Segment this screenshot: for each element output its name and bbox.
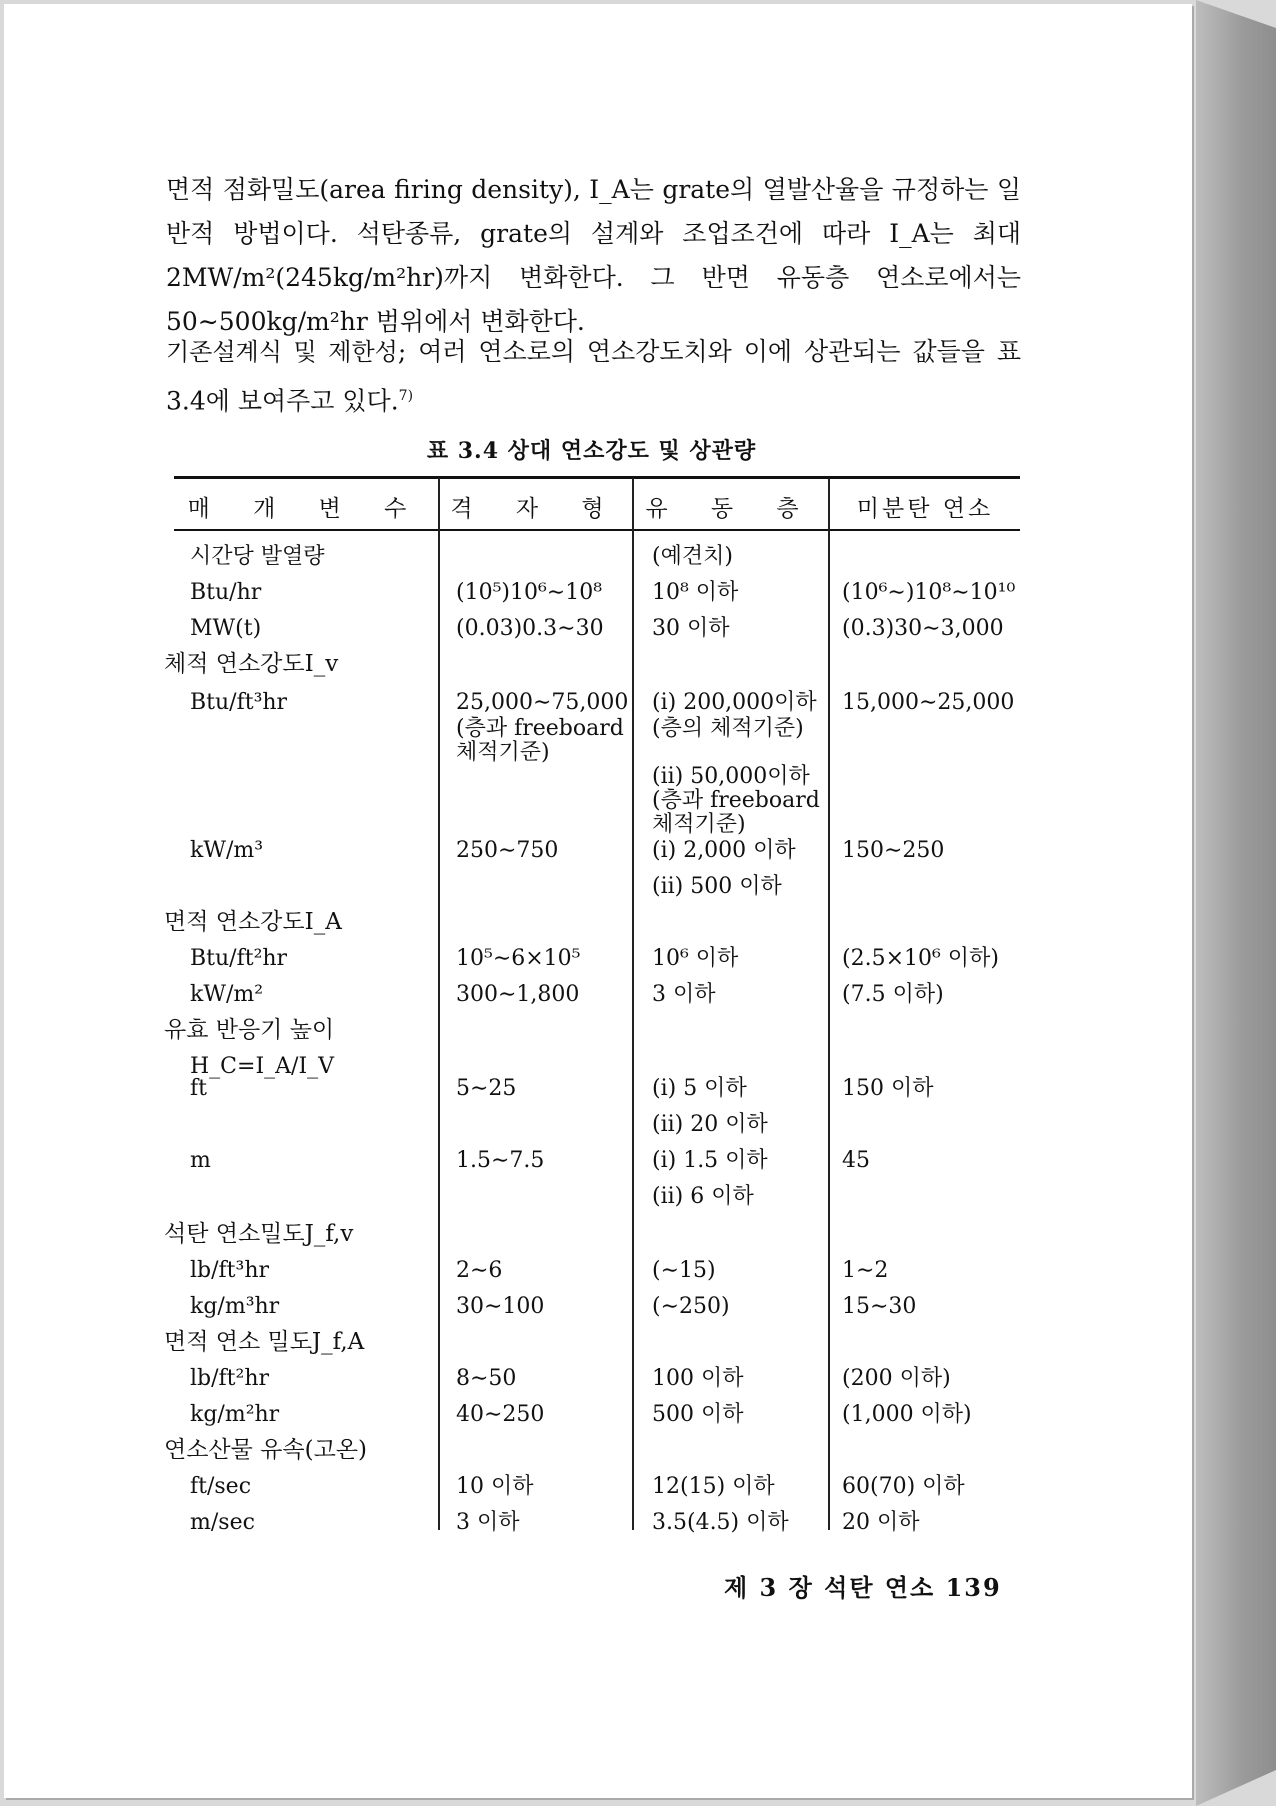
table-caption: 표 3.4 상대 연소강도 및 상관량 bbox=[426, 438, 757, 464]
cell-fluidized-bed: (i) 1.5 이하 bbox=[652, 1148, 768, 1173]
row-category: 연소산물 유속(고온) bbox=[164, 1437, 368, 1463]
cell-fluidized-bed: (ii) 500 이하 bbox=[652, 874, 782, 899]
cell-grate: (0.03)0.3∼30 bbox=[456, 616, 604, 641]
paragraph-heading: 기존설계식 및 제한성 bbox=[166, 338, 398, 366]
cell-fluidized-bed: 12(15) 이하 bbox=[652, 1474, 775, 1499]
cell-grate: 30∼100 bbox=[456, 1294, 545, 1319]
cell-grate: 1.5∼7.5 bbox=[456, 1148, 545, 1173]
page-footer: 제 3 장 석탄 연소 139 bbox=[724, 1573, 1002, 1602]
cell-fluidized-bed: (ii) 50,000이하 bbox=[652, 764, 810, 789]
cell-grate: 10 이하 bbox=[456, 1474, 534, 1499]
header-pulverized-coal: 미분탄 연소 bbox=[856, 496, 994, 522]
cell-fluidized-bed: (i) 200,000이하 bbox=[652, 690, 817, 715]
cell-grate: 250∼750 bbox=[456, 838, 559, 863]
row-category: 유효 반응기 높이 bbox=[164, 1017, 335, 1043]
intro-paragraph: 면적 점화밀도(area firing density), I_A는 grate의 열발산율을 규정하는 일반적 방법이다. 석탄종류, grate의 설계와 조업조건에 따라 I_A는 최대 2MW/m²(245kg/m²hr)까지 변화한다. 그 반면 유동층 연소로에서는 50∼500kg/m²hr 범위에서 변화한다. bbox=[166, 175, 1021, 336]
row-parameter: lb/ft²hr bbox=[190, 1366, 270, 1391]
cell-grate: 10⁵∼6×10⁵ bbox=[456, 946, 581, 971]
cell-pulverized-coal: 20 이하 bbox=[842, 1510, 920, 1535]
row-category: 면적 연소강도I_A bbox=[164, 909, 342, 935]
cell-fluidized-bed: 30 이하 bbox=[652, 616, 730, 641]
cell-pulverized-coal: 150 이하 bbox=[842, 1076, 934, 1101]
cell-fluidized-bed: (층과 freeboard bbox=[652, 788, 820, 813]
cell-grate: 8∼50 bbox=[456, 1366, 517, 1391]
cell-pulverized-coal: (2.5×10⁶ 이하) bbox=[842, 946, 999, 971]
cell-fluidized-bed: (i) 2,000 이하 bbox=[652, 838, 796, 863]
row-parameter: m/sec bbox=[190, 1510, 255, 1535]
row-parameter: kg/m²hr bbox=[190, 1402, 280, 1427]
cell-fluidized-bed: (ii) 6 이하 bbox=[652, 1184, 754, 1209]
header-fluidized-bed: 유 동 층 bbox=[645, 496, 817, 522]
cell-fluidized-bed: 체적기준) bbox=[652, 812, 746, 837]
column-divider bbox=[632, 478, 634, 1530]
row-parameter: Btu/hr bbox=[190, 580, 262, 605]
row-parameter: 시간당 발열량 bbox=[190, 544, 325, 569]
table-top-rule bbox=[174, 476, 1020, 479]
cell-grate: (층과 freeboard bbox=[456, 716, 624, 741]
cell-pulverized-coal: 1∼2 bbox=[842, 1258, 889, 1283]
row-parameter: ft/sec bbox=[190, 1474, 252, 1499]
cell-fluidized-bed: 10⁸ 이하 bbox=[652, 580, 739, 605]
cell-fluidized-bed: (∼15) bbox=[652, 1258, 716, 1283]
paragraph-body: ; 여러 연소로의 연소강도치와 이에 상관되는 값들을 표 3.4에 보여주고 있다. bbox=[166, 337, 1021, 416]
cell-pulverized-coal: (7.5 이하) bbox=[842, 982, 944, 1007]
cell-pulverized-coal: 15,000∼25,000 bbox=[842, 690, 1015, 715]
cell-grate: 2∼6 bbox=[456, 1258, 503, 1283]
design-paragraph bbox=[166, 330, 1021, 423]
cell-pulverized-coal: 45 bbox=[842, 1148, 870, 1173]
row-parameter: Btu/ft²hr bbox=[190, 946, 288, 971]
cell-grate: 3 이하 bbox=[456, 1510, 520, 1535]
table-header-rule bbox=[174, 529, 1020, 531]
book-page bbox=[4, 4, 1192, 1798]
cell-fluidized-bed: 3.5(4.5) 이하 bbox=[652, 1510, 789, 1535]
cell-grate: 40∼250 bbox=[456, 1402, 545, 1427]
cell-pulverized-coal: (200 이하) bbox=[842, 1366, 951, 1391]
book-spine-edge bbox=[1196, 0, 1276, 1806]
cell-pulverized-coal: (0.3)30∼3,000 bbox=[842, 616, 1004, 641]
cell-grate: 300∼1,800 bbox=[456, 982, 580, 1007]
row-parameter: H_C=I_A/I_V bbox=[190, 1054, 335, 1079]
row-category: 면적 연소 밀도J_f,A bbox=[164, 1329, 365, 1355]
cell-fluidized-bed: 100 이하 bbox=[652, 1366, 744, 1391]
row-parameter: Btu/ft³hr bbox=[190, 690, 288, 715]
row-parameter: kg/m³hr bbox=[190, 1294, 280, 1319]
cell-pulverized-coal: 150∼250 bbox=[842, 838, 945, 863]
cell-pulverized-coal: (10⁶∼)10⁸∼10¹⁰ bbox=[842, 580, 1016, 605]
header-grate: 격 자 형 bbox=[450, 496, 622, 522]
header-parameter: 매 개 변 수 bbox=[187, 496, 425, 522]
row-parameter: ft bbox=[190, 1076, 207, 1101]
cell-grate: (10⁵)10⁶∼10⁸ bbox=[456, 580, 603, 605]
row-category: 석탄 연소밀도J_f,v bbox=[164, 1221, 354, 1247]
cell-fluidized-bed: 3 이하 bbox=[652, 982, 716, 1007]
cell-pulverized-coal: 60(70) 이하 bbox=[842, 1474, 965, 1499]
row-category: 체적 연소강도I_v bbox=[164, 651, 339, 677]
cell-fluidized-bed: (층의 체적기준) bbox=[652, 716, 804, 741]
column-divider bbox=[828, 478, 830, 1530]
cell-grate: 5∼25 bbox=[456, 1076, 517, 1101]
cell-grate: 체적기준) bbox=[456, 740, 550, 765]
cell-fluidized-bed: (i) 5 이하 bbox=[652, 1076, 747, 1101]
cell-pulverized-coal: (1,000 이하) bbox=[842, 1402, 972, 1427]
row-parameter: kW/m² bbox=[190, 982, 264, 1007]
row-parameter: MW(t) bbox=[190, 616, 262, 641]
row-parameter: lb/ft³hr bbox=[190, 1258, 270, 1283]
cell-fluidized-bed: (예견치) bbox=[652, 544, 733, 569]
cell-fluidized-bed: 500 이하 bbox=[652, 1402, 744, 1427]
cell-grate: 25,000∼75,000 bbox=[456, 690, 629, 715]
cell-fluidized-bed: (∼250) bbox=[652, 1294, 730, 1319]
cell-fluidized-bed: (ii) 20 이하 bbox=[652, 1112, 768, 1137]
cell-fluidized-bed: 10⁶ 이하 bbox=[652, 946, 739, 971]
cell-pulverized-coal: 15∼30 bbox=[842, 1294, 917, 1319]
column-divider bbox=[438, 478, 440, 1530]
row-parameter: kW/m³ bbox=[190, 838, 264, 863]
row-parameter: m bbox=[190, 1148, 211, 1173]
reference-superscript: 7) bbox=[398, 388, 414, 404]
